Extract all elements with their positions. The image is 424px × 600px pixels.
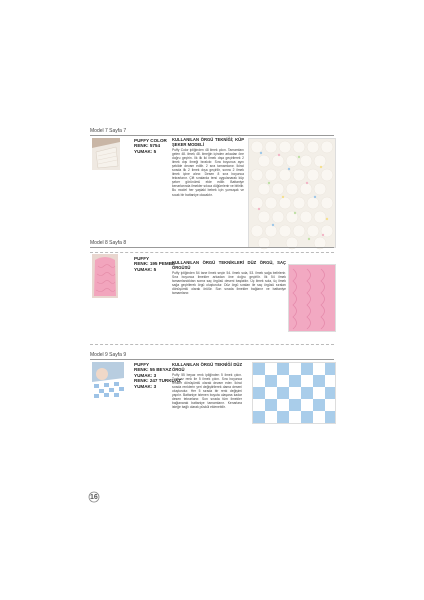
instructions-text: Puffy ipliğinden 54 tane ilmek seçin 54. ilmek sola, 53. ilmek sağa belirlenir. Sıra boyunca ilmekler arkadan öne doğru geçirilir. İlk 54 ilmek tamamlandıktan sonra saç örgüsü deseni başlatılır. Üç ilmek sola, üç ilmek sağa geçirilerek örgü oluşturulur. Düz örgü sıraları ile saç örgüsü sıraları dönüşümlü olarak örülür. Son sırada ilmekler bağlanır ve battaniye tamamlanır.	[172, 270, 286, 295]
section-divider	[90, 247, 334, 248]
instructions-text: Puffy Color ipliğinden 48 ilmek çıkın. Tamamlanı gelen 48. ilmek 48. ilmeğin içinden arkadan öne doğru geçirin. İlk ilk iki ilmek dışa geçirilerek 2 ilmek dışı ilmeği bırakılır. Sıra boyunca aynı şekilde devam edilir. 2 sıra tamamlanır. İkinci sırada ilk 2 ilmek dışa geçirilir, sonra 2 ilmek ilmek içine alınır. Desen 8 sıra boyunca tekrarlanır. Çift sıralarda tersi uygulanarak küp şeker görünümü elde edilir. Battaniye kenarlarında ilmekler sıkıca düğümlenir ve bitirilir. Bu model her yaştaki bebek için yumuşak ve sıcak bir battaniye olacaktır.	[172, 147, 245, 197]
yarn-skeins: YUMAK: 5	[134, 266, 157, 272]
technique-heading: KULLANILAN ÖRGÜ TEKNİKLERİ DÜZ ÖRGÜ, SAÇ ÖRGÜSÜ	[172, 260, 286, 270]
yarn-skeins-1: YUMAK: 3	[134, 372, 157, 378]
section-divider	[90, 135, 334, 136]
instructions	[172, 137, 244, 244]
yarn-color-2: RENK: 247 TURKUAZ	[134, 378, 181, 384]
section-separator	[90, 344, 334, 345]
yarn-color: RENK: 195 PEMBE	[134, 261, 176, 267]
swatch-photo	[288, 264, 336, 332]
instructions	[172, 362, 242, 410]
yarn-name: PUFFY COLOR	[134, 138, 167, 143]
instructions-text: Puffy 55 beyaz renk ipliğinden 5 ilmek çıkın. Turkuaz renk ile 5 ilmek çıkın. Sıra boyunca renkler dönüşümlü olarak devam eder. İkinci sırada renklerin yeri değiştirilerek dama deseni oluşturulur. Her 5 sırada bir renk değişimi yapılır. Battaniye istenen boyuta ulaşana kadar desen tekrarlanır. Son sırada tüm ilmekler bağlanarak battaniye tamamlanır. Kenarlara isteğe bağlı olarak püskül eklenebilir.	[172, 372, 242, 410]
page-number: 16	[90, 494, 98, 501]
yarn-info	[134, 138, 167, 154]
blanket-photo	[92, 362, 124, 398]
yarn-color-1: RENK: 55 BEYAZ	[134, 367, 172, 373]
yarn-skeins: YUMAK: 5	[134, 148, 157, 154]
section-divider	[90, 359, 334, 360]
yarn-color: RENK: 5754	[134, 143, 161, 149]
section-separator	[90, 252, 334, 253]
yarn-name: PUFFY	[134, 256, 150, 261]
blanket-photo	[92, 254, 118, 298]
section-label: Model 8 Sayfa 8	[90, 240, 127, 246]
swatch-photo	[248, 138, 336, 248]
blanket-photo	[92, 138, 120, 170]
swatch-photo	[252, 362, 336, 424]
section-label: Model 9 Sayfa 9	[90, 352, 127, 358]
yarn-info	[134, 256, 175, 272]
technique-heading: KULLANILAN ÖRGÜ TEKNİĞİ; KÜP ŞEKER MODELİ	[172, 137, 244, 147]
yarn-name: PUFFY	[134, 362, 150, 367]
yarn-skeins-2: YUMAK: 3	[134, 383, 157, 389]
instructions	[172, 260, 286, 348]
technique-heading: KULLANILAN ÖRGÜ TEKNİĞİ DÜZ ÖRGÜ	[172, 362, 242, 372]
section-label: Model 7 Sayfa 7	[90, 128, 127, 134]
